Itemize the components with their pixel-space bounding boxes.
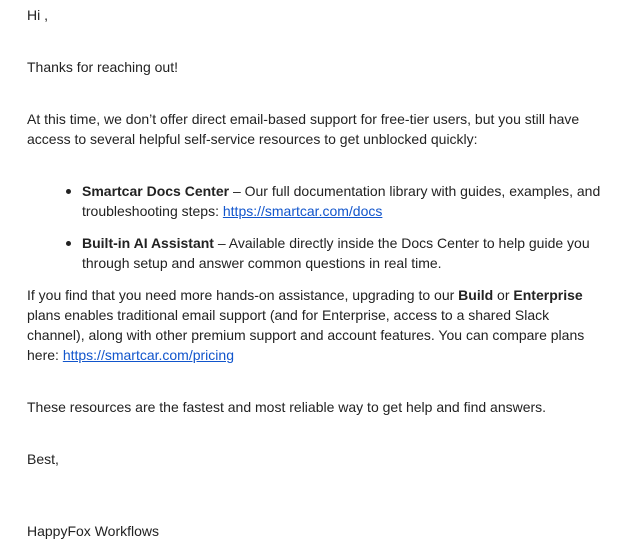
greeting: Hi , xyxy=(27,7,48,23)
docs-link[interactable]: https://smartcar.com/docs xyxy=(222,203,383,219)
email-body xyxy=(27,5,607,541)
upgrade-paragraph xyxy=(27,285,607,365)
list-item-ai-assistant xyxy=(82,233,607,273)
upgrade-text: plans enables traditional email support (and for Enterprise, access to a shared Slack channel), along with other premium support and account features. You can compare plans here: xyxy=(27,307,585,363)
plan-enterprise: Enterprise xyxy=(513,287,583,303)
list-item-docs-center xyxy=(82,181,607,221)
thanks-line: Thanks for reaching out! xyxy=(27,59,178,75)
resource-title: Built-in AI Assistant xyxy=(82,235,214,251)
resource-list xyxy=(27,181,607,273)
upgrade-text: If you find that you need more hands-on assistance, upgrading to our xyxy=(27,287,459,303)
pricing-link[interactable]: https://smartcar.com/pricing xyxy=(62,347,234,363)
resource-description: – Available directly inside the Docs Center to help guide you through setup and answer common questions in real time. xyxy=(82,235,590,271)
closing-note: These resources are the fastest and most reliable way to get help and find answers. xyxy=(27,399,547,415)
resource-description: – Our full documentation library with guides, examples, and troubleshooting steps: xyxy=(82,183,601,219)
plan-build: Build xyxy=(458,287,494,303)
upgrade-text: or xyxy=(493,287,514,303)
intro-paragraph: At this time, we don’t offer direct email-based support for free-tier users, but you still have access to several helpful self-service resources to get unblocked quickly: xyxy=(27,111,580,147)
signoff: Best, xyxy=(27,451,59,467)
signature: HappyFox Workflows xyxy=(27,523,160,539)
resource-title: Smartcar Docs Center xyxy=(82,183,230,199)
